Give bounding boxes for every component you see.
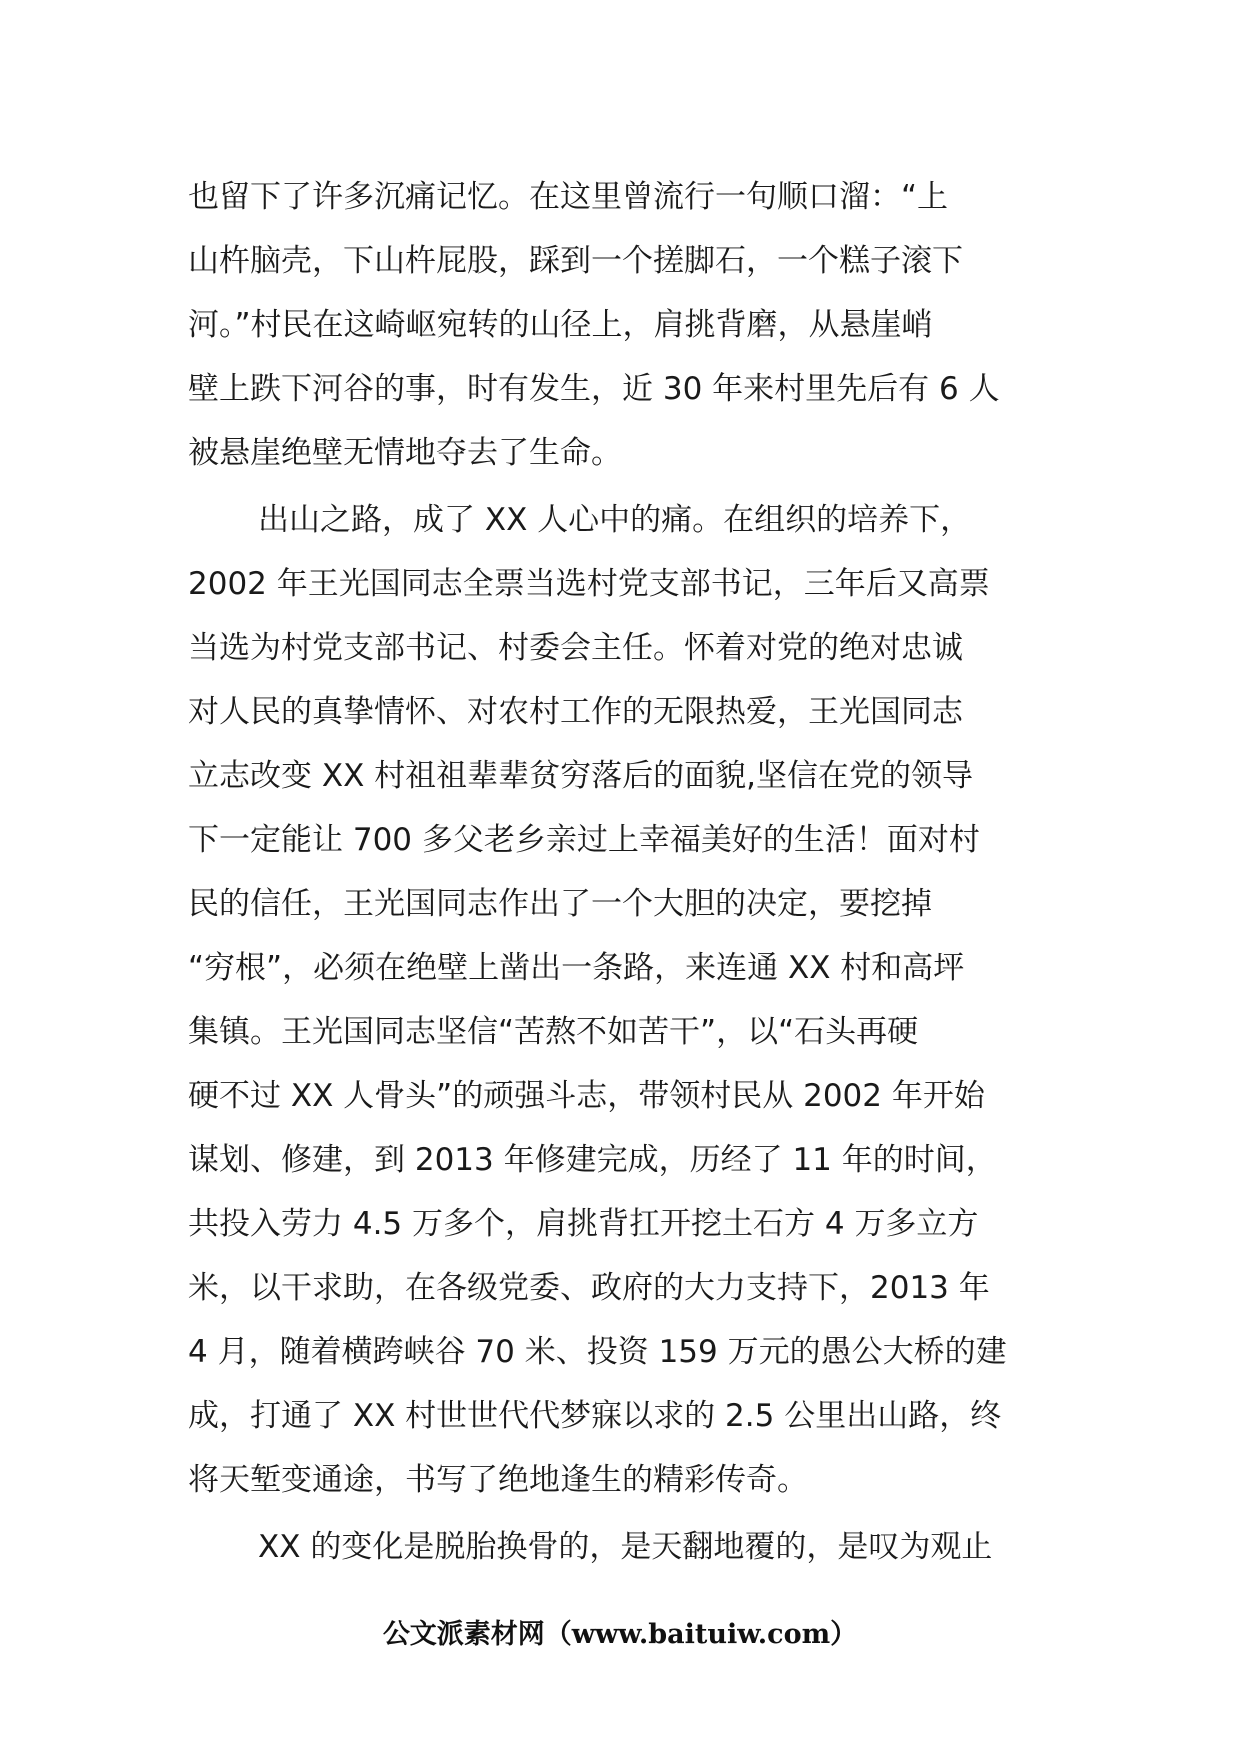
text-line: 将天堑变通途，书写了绝地逢生的精彩传奇。 bbox=[188, 1462, 808, 1498]
document-body bbox=[188, 165, 1068, 1579]
text-line: 河。”村民在这崎岖宛转的山径上，肩挑背磨，从悬崖峭 bbox=[188, 307, 933, 343]
text-line: 也留下了许多沉痛记忆。在这里曾流行一句顺口溜：“上 bbox=[188, 179, 949, 215]
text-line: 硬不过 XX 人骨头”的顽强斗志，带领村民从 2002 年开始 bbox=[188, 1078, 985, 1114]
text-line: 米，以干求助，在各级党委、政府的大力支持下，2013 年 bbox=[188, 1270, 990, 1306]
text-line: 立志改变 XX 村祖祖辈辈贫穷落后的面貌,坚信在党的领导 bbox=[188, 758, 974, 794]
text-line: 当选为村党支部书记、村委会主任。怀着对党的绝对忠诚 bbox=[188, 630, 963, 666]
text-line: 集镇。王光国同志坚信“苦熬不如苦干”，以“石头再硬 bbox=[188, 1014, 919, 1050]
text-line: 4 月，随着横跨峡谷 70 米、投资 159 万元的愚公大桥的建 bbox=[188, 1334, 1007, 1370]
text-line: 2002 年王光国同志全票当选村党支部书记，三年后又高票 bbox=[188, 566, 990, 602]
footer-watermark: 公文派素材网（www.baituiw.com） bbox=[382, 1619, 858, 1650]
text-line: 谋划、修建，到 2013 年修建完成，历经了 11 年的时间， bbox=[188, 1142, 997, 1178]
text-line: 被悬崖绝壁无情地夺去了生命。 bbox=[188, 435, 622, 471]
text-line: 成，打通了 XX 村世世代代梦寐以求的 2.5 公里出山路，终 bbox=[188, 1398, 1002, 1434]
text-line: “穷根”，必须在绝壁上凿出一条路，来连通 XX 村和高坪 bbox=[188, 950, 965, 986]
text-line: 对人民的真挚情怀、对农村工作的无限热爱，王光国同志 bbox=[188, 694, 963, 730]
text-line: 出山之路，成了 XX 人心中的痛。在组织的培养下， bbox=[258, 502, 972, 538]
text-line: 下一定能让 700 多父老乡亲过上幸福美好的生活！面对村 bbox=[188, 822, 980, 858]
text-line: 山杵脑壳，下山杵屁股，踩到一个搓脚石，一个糕子滚下 bbox=[188, 243, 963, 279]
paragraph-3 bbox=[188, 1515, 1068, 1579]
text-line: 民的信任，王光国同志作出了一个大胆的决定，要挖掉 bbox=[188, 886, 932, 922]
paragraph-1 bbox=[188, 165, 1068, 485]
paragraph-2 bbox=[188, 488, 1068, 1512]
text-line: 共投入劳力 4.5 万多个，肩挑背扛开挖土石方 4 万多立方 bbox=[188, 1206, 979, 1242]
text-line: 壁上跌下河谷的事，时有发生，近 30 年来村里先后有 6 人 bbox=[188, 371, 1000, 407]
text-line: XX 的变化是脱胎换骨的，是天翻地覆的，是叹为观止 bbox=[258, 1529, 993, 1565]
